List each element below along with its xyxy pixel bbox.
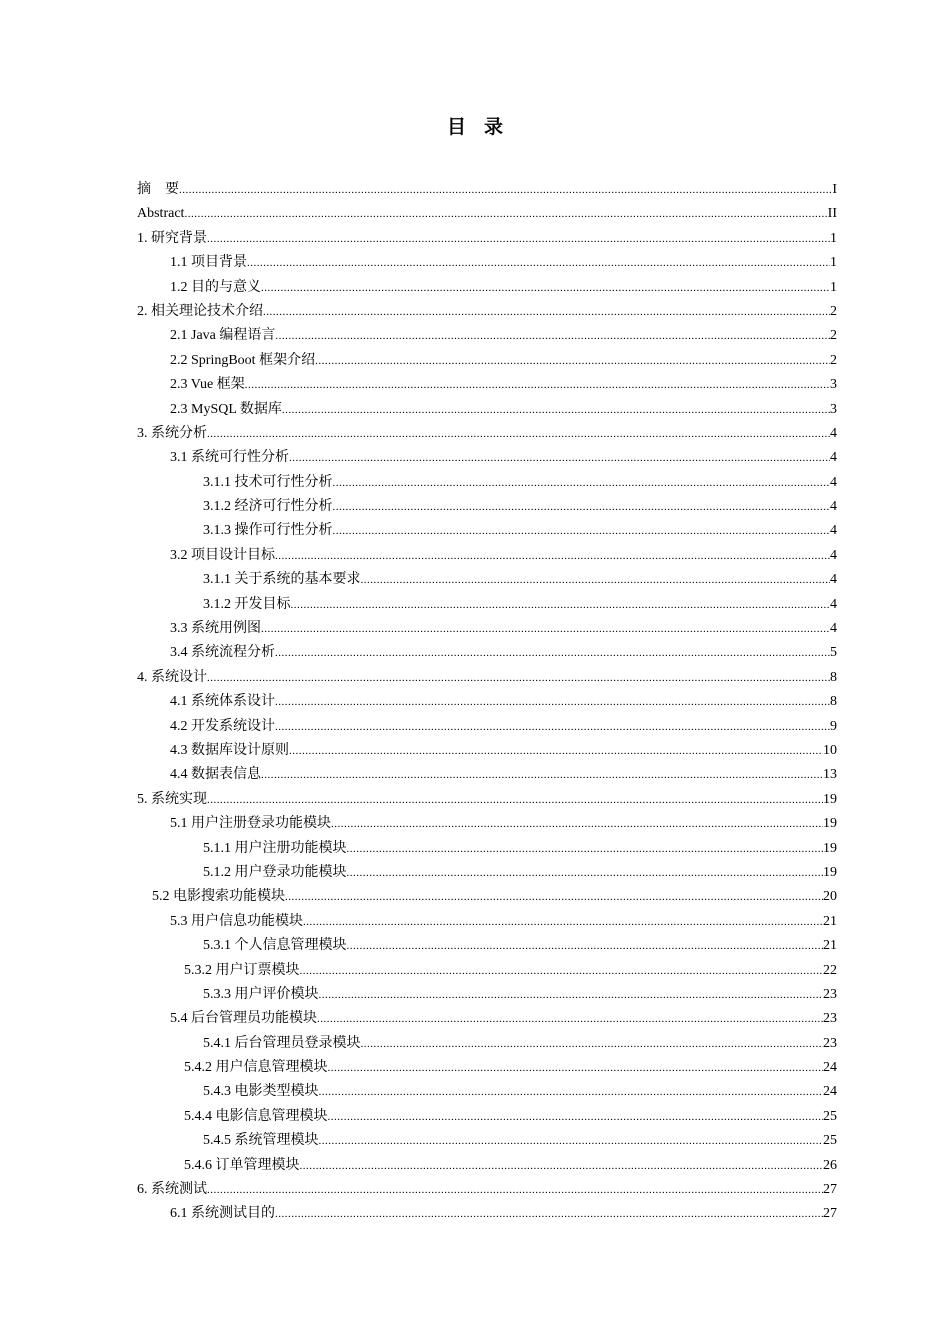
toc-entry-label: 2.3 MySQL 数据库	[170, 401, 282, 417]
toc-leader-dots	[245, 373, 830, 397]
toc-entry[interactable]	[137, 837, 837, 861]
toc-entry[interactable]	[137, 1105, 837, 1129]
toc-entry-page-number: 24	[823, 1084, 837, 1100]
toc-leader-dots	[207, 666, 830, 690]
toc-entry[interactable]	[137, 763, 837, 787]
toc-leader-dots	[275, 544, 830, 568]
toc-leader-dots	[347, 861, 824, 885]
toc-leader-dots	[263, 300, 830, 324]
toc-entry-page-number: 1	[830, 279, 837, 295]
toc-leader-dots	[207, 422, 830, 446]
toc-leader-dots	[300, 1154, 824, 1178]
toc-entry-page-number: II	[827, 206, 837, 222]
toc-entry[interactable]	[137, 617, 837, 641]
toc-entry-label: 5.1.1 用户注册功能模块	[203, 840, 347, 856]
toc-entry-page-number: 8	[830, 694, 837, 710]
toc-entry-page-number: 2	[830, 328, 837, 344]
toc-entry-page-number: 1	[830, 230, 837, 246]
toc-leader-dots	[328, 1105, 824, 1129]
toc-entry[interactable]	[137, 324, 837, 348]
toc-entry-label: 5. 系统实现	[137, 791, 207, 807]
toc-entry[interactable]	[137, 1154, 837, 1178]
toc-entry-label: 5.1.2 用户登录功能模块	[203, 864, 347, 880]
toc-leader-dots	[261, 276, 830, 300]
toc-entry-page-number: 23	[823, 1035, 837, 1051]
toc-leader-dots	[347, 934, 824, 958]
toc-entry-label: 3.1.3 操作可行性分析	[203, 523, 333, 539]
toc-entry[interactable]	[137, 959, 837, 983]
toc-entry-label: 5.3.3 用户评价模块	[203, 986, 319, 1002]
toc-entry[interactable]	[137, 739, 837, 763]
toc-entry[interactable]	[137, 1202, 837, 1226]
toc-entry-label: 3. 系统分析	[137, 425, 207, 441]
toc-entry-label: 5.2 电影搜索功能模块	[152, 889, 285, 905]
toc-entry-page-number: 19	[823, 840, 837, 856]
toc-entry[interactable]	[137, 544, 837, 568]
toc-entry-label: 3.3 系统用例图	[170, 621, 261, 637]
toc-entry-label: 3.1.1 技术可行性分析	[203, 474, 333, 490]
toc-leader-dots	[261, 617, 830, 641]
toc-entry-label: 5.4.2 用户信息管理模块	[184, 1060, 328, 1076]
toc-entry-label: 1.2 目的与意义	[170, 279, 261, 295]
toc-leader-dots	[275, 641, 830, 665]
toc-entry[interactable]	[137, 666, 837, 690]
toc-entry-page-number: 4	[830, 474, 837, 490]
toc-entry-label: 2. 相关理论技术介绍	[137, 303, 263, 319]
toc-leader-dots	[361, 1032, 824, 1056]
toc-entry-label: 5.3 用户信息功能模块	[170, 913, 303, 929]
toc-leader-dots	[317, 1007, 823, 1031]
toc-entry[interactable]	[137, 1056, 837, 1080]
toc-entry-page-number: 20	[823, 889, 837, 905]
toc-leader-dots	[328, 1056, 824, 1080]
toc-entry-page-number: 24	[823, 1060, 837, 1076]
toc-leader-dots	[319, 983, 824, 1007]
toc-entry-page-number: 27	[823, 1206, 837, 1222]
toc-entry-page-number: 4	[830, 547, 837, 563]
toc-entry[interactable]	[137, 641, 837, 665]
toc-entry-page-number: 25	[823, 1133, 837, 1149]
toc-leader-dots	[289, 446, 830, 470]
toc-leader-dots	[333, 471, 831, 495]
toc-entry-label: 3.1.2 开发目标	[203, 596, 291, 612]
toc-leader-dots	[179, 178, 832, 202]
toc-entry-page-number: 19	[823, 816, 837, 832]
toc-entry-label: 6. 系统测试	[137, 1182, 207, 1198]
toc-entry-page-number: 13	[823, 767, 837, 783]
toc-entry-page-number: 4	[830, 499, 837, 515]
toc-entry[interactable]	[137, 178, 837, 202]
toc-entry[interactable]	[137, 1032, 837, 1056]
toc-entry-page-number: 10	[823, 742, 837, 758]
toc-entry-page-number: 19	[823, 791, 837, 807]
toc-leader-dots	[207, 227, 830, 251]
toc-leader-dots	[184, 202, 827, 226]
toc-entry[interactable]	[137, 593, 837, 617]
toc-leader-dots	[331, 812, 823, 836]
toc-entry[interactable]	[137, 495, 837, 519]
toc-entry-label: 1. 研究背景	[137, 230, 207, 246]
toc-leader-dots	[300, 959, 824, 983]
toc-entry-label: 3.1.1 关于系统的基本要求	[203, 572, 361, 588]
toc-entry[interactable]	[137, 251, 837, 275]
toc-entry-label: 1.1 项目背景	[170, 255, 247, 271]
toc-entry-page-number: 23	[823, 986, 837, 1002]
toc-entry-page-number: 4	[830, 572, 837, 588]
toc-leader-dots	[275, 690, 830, 714]
toc-entry-label: 5.3.2 用户订票模块	[184, 962, 300, 978]
toc-entry-page-number: 22	[823, 962, 837, 978]
toc-entry-page-number: I	[832, 182, 837, 197]
toc-leader-dots	[319, 1080, 824, 1104]
toc-entry-page-number: 5	[830, 645, 837, 661]
toc-entry-label: Abstract	[137, 206, 185, 222]
toc-entry[interactable]	[137, 934, 837, 958]
toc-entry[interactable]	[137, 349, 837, 373]
toc-entry[interactable]	[137, 568, 837, 592]
toc-entry[interactable]	[137, 715, 837, 739]
toc-entry-label: 4.3 数据库设计原则	[170, 742, 289, 758]
toc-leader-dots	[282, 398, 830, 422]
toc-entry-label: 2.3 Vue 框架	[170, 377, 245, 393]
toc-entry-page-number: 23	[823, 1011, 837, 1027]
toc-entry-label: 2.1 Java 编程语言	[170, 328, 276, 344]
toc-entry[interactable]	[137, 1178, 837, 1202]
toc-leader-dots	[319, 1129, 824, 1153]
toc-entry[interactable]	[137, 885, 837, 909]
toc-entry-page-number: 2	[830, 352, 837, 368]
toc-entry[interactable]	[137, 471, 837, 495]
toc-entry-label: 4.2 开发系统设计	[170, 718, 275, 734]
toc-leader-dots	[247, 251, 830, 275]
toc-leader-dots	[275, 1202, 823, 1226]
toc-entry-label: 摘 要	[137, 182, 179, 197]
toc-entry-page-number: 4	[830, 621, 837, 637]
toc-entry-page-number: 8	[830, 669, 837, 685]
toc-entry[interactable]	[137, 422, 837, 446]
toc-entry-label: 3.4 系统流程分析	[170, 645, 275, 661]
toc-entry-label: 5.4 后台管理员功能模块	[170, 1011, 317, 1027]
toc-leader-dots	[303, 910, 823, 934]
table-of-contents	[137, 178, 837, 1227]
toc-entry-label: 5.4.5 系统管理模块	[203, 1133, 319, 1149]
toc-entry-page-number: 4	[830, 523, 837, 539]
toc-entry-page-number: 19	[823, 864, 837, 880]
toc-leader-dots	[361, 568, 831, 592]
toc-entry-page-number: 1	[830, 255, 837, 271]
toc-entry[interactable]	[137, 202, 837, 226]
toc-entry-label: 4. 系统设计	[137, 669, 207, 685]
toc-entry[interactable]	[137, 446, 837, 470]
toc-entry-page-number: 21	[823, 913, 837, 929]
toc-entry[interactable]	[137, 227, 837, 251]
toc-entry-label: 4.4 数据表信息	[170, 767, 261, 783]
toc-leader-dots	[275, 715, 830, 739]
toc-entry-label: 5.3.1 个人信息管理模块	[203, 938, 347, 954]
toc-entry[interactable]	[137, 1007, 837, 1031]
toc-entry-label: 5.4.4 电影信息管理模块	[184, 1108, 328, 1124]
toc-entry[interactable]	[137, 690, 837, 714]
toc-entry-label: 5.4.6 订单管理模块	[184, 1157, 300, 1173]
toc-entry-label: 6.1 系统测试目的	[170, 1206, 275, 1222]
toc-entry-page-number: 4	[830, 450, 837, 466]
toc-entry-page-number: 26	[823, 1157, 837, 1173]
toc-entry[interactable]	[137, 812, 837, 836]
toc-entry[interactable]	[137, 983, 837, 1007]
toc-entry-page-number: 4	[830, 425, 837, 441]
toc-entry-label: 3.1.2 经济可行性分析	[203, 499, 333, 515]
toc-leader-dots	[347, 837, 824, 861]
toc-leader-dots	[207, 1178, 823, 1202]
toc-leader-dots	[207, 788, 823, 812]
toc-entry-page-number: 9	[830, 718, 837, 734]
toc-entry[interactable]	[137, 519, 837, 543]
toc-leader-dots	[285, 885, 823, 909]
toc-entry-label: 5.4.3 电影类型模块	[203, 1084, 319, 1100]
toc-entry-label: 5.1 用户注册登录功能模块	[170, 816, 331, 832]
toc-entry[interactable]	[137, 300, 837, 324]
toc-entry[interactable]	[137, 1129, 837, 1153]
toc-leader-dots	[289, 739, 823, 763]
toc-entry[interactable]	[137, 788, 837, 812]
toc-entry-page-number: 25	[823, 1108, 837, 1124]
toc-entry-label: 5.4.1 后台管理员登录模块	[203, 1035, 361, 1051]
toc-leader-dots	[261, 763, 823, 787]
toc-entry-page-number: 3	[830, 401, 837, 417]
toc-entry-label: 3.2 项目设计目标	[170, 547, 275, 563]
toc-entry-page-number: 4	[830, 596, 837, 612]
toc-entry-page-number: 3	[830, 377, 837, 393]
toc-entry-label: 4.1 系统体系设计	[170, 694, 275, 710]
toc-leader-dots	[275, 324, 830, 348]
toc-entry-label: 3.1 系统可行性分析	[170, 450, 289, 466]
toc-entry[interactable]	[137, 373, 837, 397]
toc-entry[interactable]	[137, 910, 837, 934]
toc-entry[interactable]	[137, 398, 837, 422]
toc-entry-label: 2.2 SpringBoot 框架介绍	[170, 352, 316, 368]
toc-leader-dots	[315, 349, 830, 373]
toc-entry-page-number: 21	[823, 938, 837, 954]
toc-leader-dots	[291, 593, 831, 617]
page-title: 目录	[446, 117, 521, 138]
toc-entry-page-number: 2	[830, 303, 837, 319]
toc-entry-page-number: 27	[823, 1182, 837, 1198]
toc-leader-dots	[333, 495, 831, 519]
toc-entry[interactable]	[137, 1080, 837, 1104]
toc-entry[interactable]	[137, 861, 837, 885]
toc-entry[interactable]	[137, 276, 837, 300]
toc-leader-dots	[333, 519, 831, 543]
